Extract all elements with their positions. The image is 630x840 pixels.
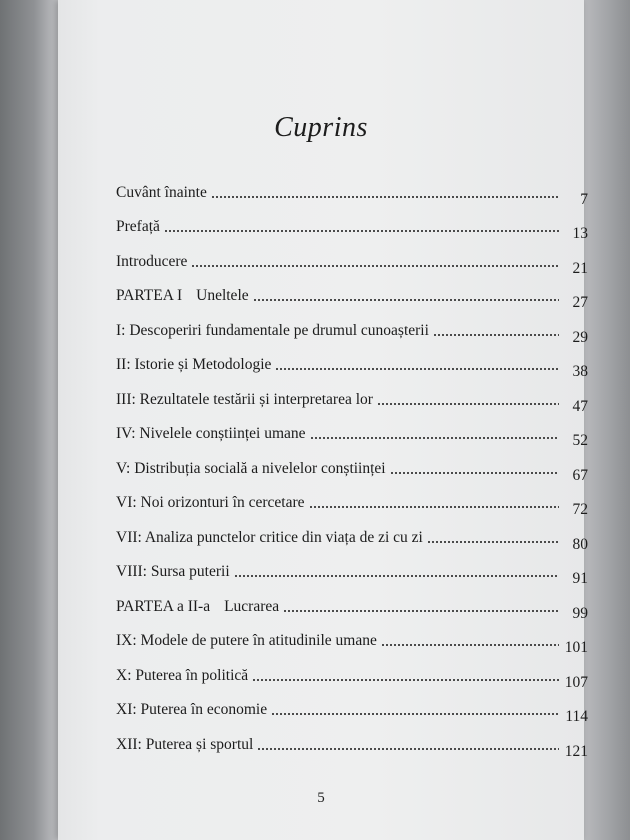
toc-entry-title: X: Puterea în politică — [116, 666, 249, 684]
toc-entry-title: IV: Nivelele conștiinței umane — [116, 425, 306, 442]
toc-entry-title: IX: Modele de putere în atitudinile umane — [116, 632, 377, 649]
toc-entry-title: Introducere — [116, 252, 188, 270]
dot-leader — [164, 230, 559, 232]
dot-leader — [275, 368, 559, 370]
toc-entry-page-number: 47 — [572, 397, 588, 415]
toc-entry-page-number: 38 — [572, 363, 588, 380]
toc-entry-title: I: Descoperiri fundamentale pe drumul cunoașterii — [116, 321, 429, 339]
toc-entry-title: XI: Puterea în economie — [116, 701, 268, 718]
toc-entry — [116, 308, 588, 346]
toc-entry-title: PARTEA a II-a Lucrarea — [116, 597, 280, 615]
toc-entry-page-number: 7 — [580, 190, 588, 208]
toc-entry — [116, 170, 588, 208]
toc-entry-page-number: 29 — [572, 328, 588, 346]
toc-entry-page-number: 121 — [564, 742, 588, 760]
toc-entry-page-number: 114 — [565, 708, 588, 725]
toc-entry-title: VII: Analiza punctelor critice din viața de zi cu zi — [116, 528, 423, 546]
dot-leader — [211, 196, 559, 198]
toc-entry-title: V: Distribuția socială a nivelelor conștiinței — [116, 459, 386, 477]
toc-entry-page-number: 101 — [564, 639, 588, 656]
toc-entry — [116, 481, 588, 516]
dot-leader — [381, 644, 559, 646]
toc-entry-page-number: 21 — [572, 259, 588, 277]
toc-entry-title: II: Istorie și Metodologie — [116, 356, 272, 373]
dot-leader — [310, 437, 559, 439]
toc-entry-page-number: 80 — [572, 535, 588, 553]
toc-entry-title: XII: Puterea și sportul — [116, 735, 254, 753]
toc-entry-title: VI: Noi orizonturi în cercetare — [116, 494, 305, 511]
toc-entry — [116, 205, 588, 240]
toc-entry-title: Cuvânt înainte — [116, 183, 207, 201]
toc-entry — [116, 412, 588, 447]
page-number: 5 — [317, 790, 325, 806]
dot-leader — [433, 334, 559, 336]
toc-entry — [116, 515, 588, 553]
dot-leader — [271, 713, 559, 715]
toc-entry-title: PARTEA I Uneltele — [116, 287, 249, 304]
dot-leader — [283, 610, 559, 612]
dot-leader — [309, 506, 560, 508]
toc-entry — [116, 619, 588, 654]
toc-entry — [116, 377, 588, 415]
toc-entry — [116, 343, 588, 378]
toc-entry — [116, 584, 588, 622]
toc-entry — [116, 653, 588, 691]
toc-entry-page-number: 99 — [572, 604, 588, 622]
page-title: Cuprins — [274, 112, 368, 143]
toc-entry-title: VIII: Sursa puterii — [116, 563, 230, 580]
toc-entry — [116, 239, 588, 277]
toc-entry-page-number: 27 — [572, 294, 588, 311]
dot-leader — [427, 541, 559, 543]
table-of-contents — [116, 170, 588, 760]
dot-leader — [234, 575, 559, 577]
toc-entry-page-number: 107 — [564, 673, 588, 691]
toc-entry-page-number: 13 — [572, 225, 588, 242]
toc-entry — [116, 550, 588, 585]
dot-leader — [257, 748, 559, 750]
toc-entry-title: III: Rezultatele testării și interpretarea lor — [116, 390, 373, 408]
toc-entry — [116, 274, 588, 309]
dot-leader — [252, 679, 559, 681]
toc-entry-page-number: 91 — [572, 570, 588, 587]
toc-entry-title: Prefață — [116, 218, 160, 235]
dot-leader — [253, 299, 559, 301]
toc-entry — [116, 722, 588, 760]
toc-entry-page-number: 67 — [572, 466, 588, 484]
dot-leader — [191, 265, 559, 267]
background-right — [584, 0, 630, 840]
toc-entry-page-number: 52 — [572, 432, 588, 449]
toc-entry — [116, 688, 588, 723]
dot-leader — [390, 472, 559, 474]
background-left — [0, 0, 62, 840]
toc-entry — [116, 446, 588, 484]
dot-leader — [377, 403, 559, 405]
book-page — [58, 0, 588, 840]
toc-entry-page-number: 72 — [572, 501, 588, 518]
